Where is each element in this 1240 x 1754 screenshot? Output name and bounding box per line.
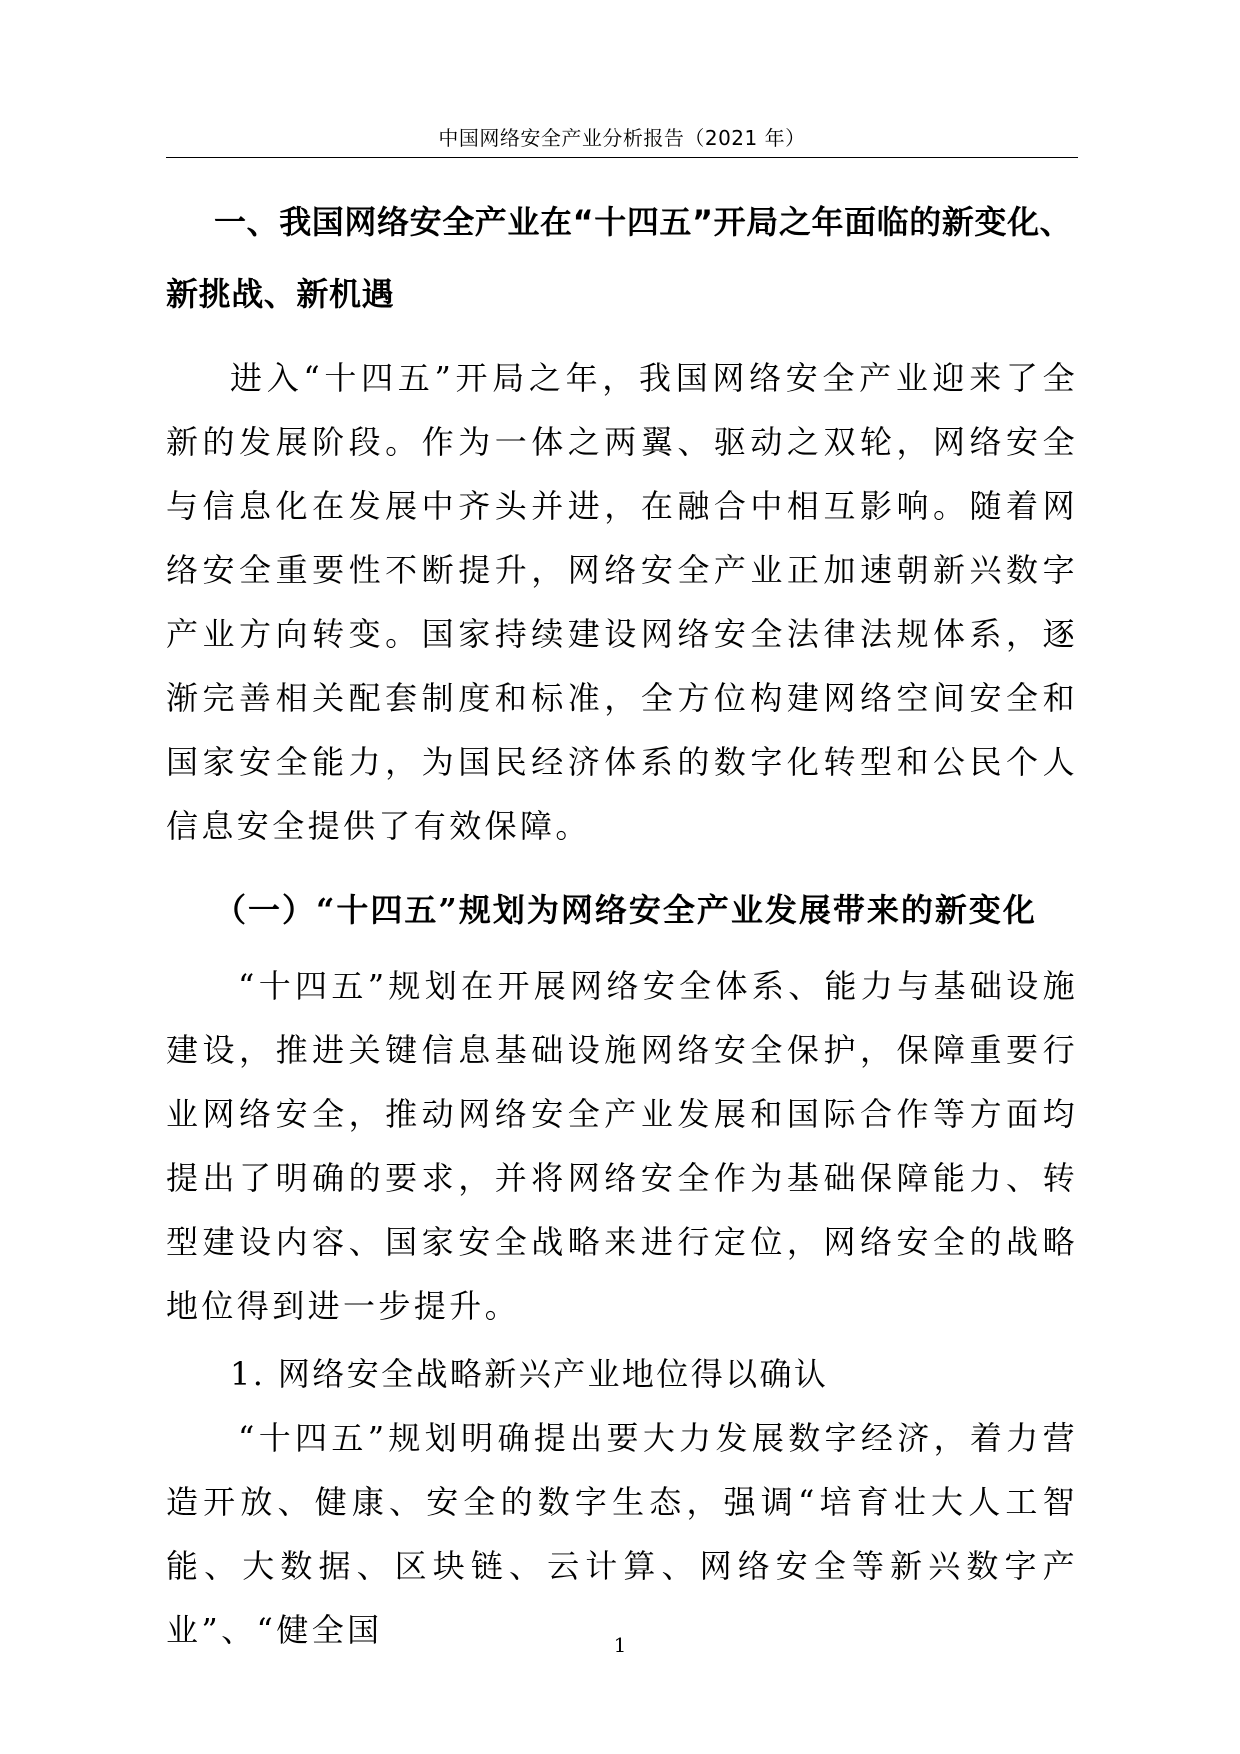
header-divider — [166, 157, 1078, 158]
section-intro-paragraph: 进入“十四五”开局之年，我国网络安全产业迎来了全新的发展阶段。作为一体之两翼、驱动之双轮，网络安全与信息化在发展中齐头并进，在融合中相互影响。随着网络安全重要性不断提升，网络安全产业正加速朝新兴数字产业方向转变。国家持续建设网络安全法律法规体系，逐渐完善相关配套制度和标准，全方位构建网络空间安全和国家安全能力，为国民经济体系的数字化转型和公民个人信息安全提供了有效保障。 — [166, 359, 1078, 845]
page-number: 1 — [613, 1633, 627, 1657]
item-heading: 1. 网络安全战略新兴产业地位得以确认 — [230, 1355, 829, 1393]
subsection-paragraph: “十四五”规划在开展网络安全体系、能力与基础设施建设，推进关键信息基础设施网络安全保护，保障重要行业网络安全，推动网络安全产业发展和国际合作等方面均提出了明确的要求，并将网络安全作为基础保障能力、转型建设内容、国家安全战略来进行定位，网络安全的战略地位得到进一步提升。 — [166, 967, 1078, 1325]
running-header: 中国网络安全产业分析报告（2021 年） — [438, 126, 806, 150]
subsection-heading: （一）“十四五”规划为网络安全产业发展带来的新变化 — [214, 891, 1037, 929]
item-paragraph: “十四五”规划明确提出要大力发展数字经济，着力营造开放、健康、安全的数字生态，强调“培育壮大人工智能、大数据、区块链、云计算、网络安全等新兴数字产业”、“健全国 — [166, 1419, 1078, 1649]
section-heading: 一、我国网络安全产业在“十四五”开局之年面临的新变化、新挑战、新机遇 — [166, 203, 1073, 313]
document-body — [166, 186, 1078, 1662]
